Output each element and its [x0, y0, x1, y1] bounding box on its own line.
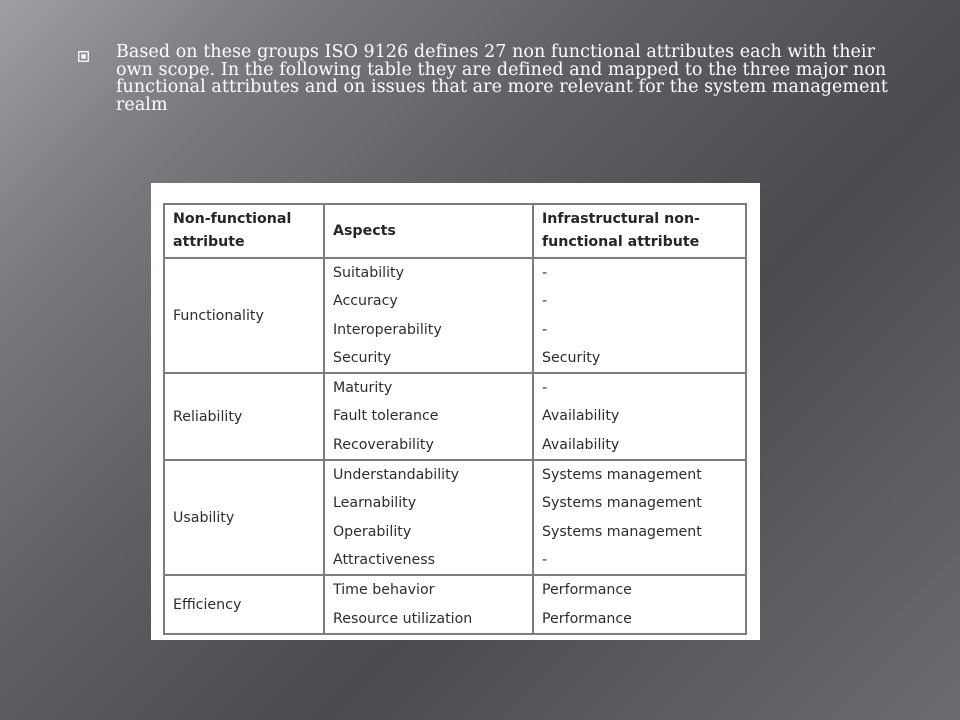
aspect-item: Recoverability [333, 436, 434, 453]
aspect-item: Operability [333, 523, 412, 540]
aspect-item: Interoperability [333, 321, 442, 338]
bullet-paragraph [78, 44, 908, 114]
infra-functionality [533, 258, 746, 373]
table-header-row [164, 204, 746, 258]
infra-reliability [533, 373, 746, 460]
infra-item: Systems management [542, 523, 702, 540]
table-row-functionality [164, 258, 746, 373]
aspect-item: Security [333, 349, 392, 366]
attribute-reliability: Reliability [164, 373, 324, 460]
table-row-usability [164, 460, 746, 575]
aspect-item: Fault tolerance [333, 408, 439, 425]
infra-item: Availability [542, 408, 620, 425]
aspect-item: Suitability [333, 265, 404, 281]
infra-item: Systems management [542, 495, 702, 512]
table-row-efficiency [164, 575, 746, 634]
infra-item: Availability [542, 436, 620, 453]
aspect-item: Understandability [333, 467, 460, 484]
aspect-item: Time behavior [333, 582, 435, 599]
square-bullet-icon [78, 51, 89, 62]
infra-item: Performance [542, 582, 632, 599]
infra-item: - [542, 265, 548, 281]
aspects-reliability [324, 373, 533, 460]
infra-usability [533, 460, 746, 575]
table-row-reliability [164, 373, 746, 460]
infra-item: Performance [542, 610, 632, 627]
infra-item: - [542, 321, 548, 338]
aspects-efficiency [324, 575, 533, 634]
infra-item: - [542, 293, 548, 310]
bullet-text: Based on these groups ISO 9126 defines 27 non functional attributes each with their own scope. In the following table they are defined and mapped to the three major non functional attributes and on issues that are more relevant for the system management realm [116, 42, 888, 115]
infra-item: Systems management [542, 467, 702, 484]
aspect-item: Accuracy [333, 293, 398, 310]
aspects-functionality [324, 258, 533, 373]
aspect-item: Maturity [333, 380, 393, 397]
infra-item: - [542, 551, 548, 568]
aspect-item: Learnability [333, 495, 417, 512]
table-image [151, 183, 760, 640]
iso-9126-table [163, 203, 747, 635]
infra-item: Security [542, 349, 601, 366]
header-aspects: Aspects [324, 204, 533, 258]
header-infrastructural-attribute: Infrastructural non-functional attribute [533, 204, 746, 258]
attribute-efficiency: Efficiency [164, 575, 324, 634]
aspect-item: Attractiveness [333, 551, 436, 568]
attribute-functionality: Functionality [164, 258, 324, 373]
infra-item: - [542, 380, 548, 397]
infra-efficiency [533, 575, 746, 634]
aspects-usability [324, 460, 533, 575]
header-non-functional-attribute: Non-functional attribute [164, 204, 324, 258]
attribute-usability: Usability [164, 460, 324, 575]
aspect-item: Resource utilization [333, 610, 473, 627]
